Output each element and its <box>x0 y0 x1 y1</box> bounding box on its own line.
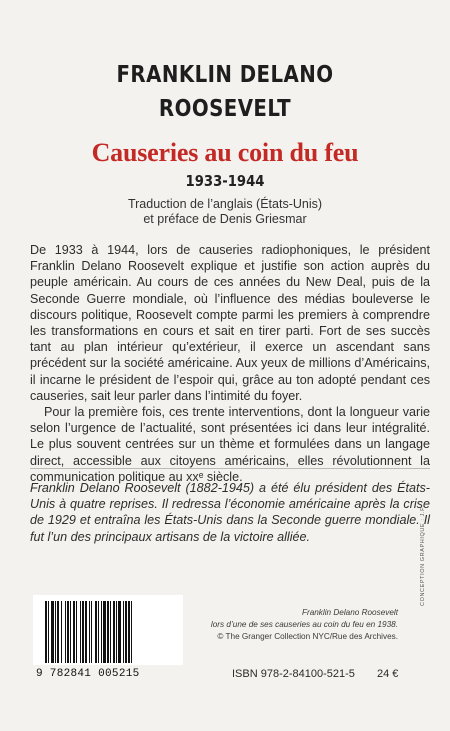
barcode-bar <box>45 601 47 663</box>
barcode-bar <box>116 601 117 663</box>
barcode-bar <box>98 601 99 663</box>
author-name-line2: ROOSEVELT <box>158 96 292 122</box>
barcode-bar <box>89 601 90 663</box>
barcode-bar <box>113 601 115 663</box>
barcode-bar <box>82 601 84 663</box>
book-years: 1933-1944 <box>185 172 265 190</box>
translation-line1: Traduction de l’anglais (États-Unis) <box>127 197 323 211</box>
barcode-bar <box>95 601 97 663</box>
barcode-bar <box>128 601 130 663</box>
separator-rule <box>30 468 430 469</box>
barcode-bar <box>55 601 56 663</box>
barcode-bar <box>76 601 77 663</box>
summary-paragraph-1: De 1933 à 1944, lors de causeries radiophoniques, le président Franklin Delano Roosevelt explique et justifie son action auprès du peuple américain. Au cours de ces années du New Deal, puis de la Seconde Guerre mondiale, où l’influence des médias bouleverse le discours politique, Roosevelt compte parmi les premiers à comprendre les transformations en cours et sait en tirer parti. Fort de ses succès tant au plan intérieur qu’extérieur, il exerce un ascendant sans précédent sur la société américaine. Aux yeux de millions d’Américains, il incarne le président de l’espoir qui, grâce au ton adopté pendant ces causeries, sait leur parler dans l’intimité du foyer. <box>30 243 430 403</box>
photo-credit-line2: lors d’une de ses causeries au coin du feu en 1938. <box>210 620 398 629</box>
translation-credit <box>0 197 450 227</box>
design-credit-vertical: CONCEPTION GRAPHIQUE : J.F. <box>420 505 426 606</box>
barcode-bar <box>85 601 87 663</box>
summary-paragraph-2: Pour la première fois, ces trente interventions, dont la longueur varie selon l’urgence de l’actualité, sont présentées ici dans leur intégralité. Le plus souvent centrées sur un thème et formulées dans un langage direct, accessible aux citoyens américains, elles révolutionnent la communication politique au xxᵉ siècle. <box>30 405 430 484</box>
barcode-bar <box>51 601 54 663</box>
barcode-bar <box>91 601 92 663</box>
photo-credit-line1: Franklin Delano Roosevelt <box>301 608 398 617</box>
author-name-line1: FRANKLIN DELANO <box>116 62 334 88</box>
barcode-bar <box>61 601 62 663</box>
barcode-digits: 9 782841 005215 <box>36 668 140 680</box>
barcode-bar <box>70 601 71 663</box>
photo-credit-line3: © The Granger Collection NYC/Rue des Archives. <box>217 632 398 641</box>
isbn-number: ISBN 978-2-84100-521-5 <box>232 668 355 680</box>
barcode-bar <box>101 601 102 663</box>
summary-text <box>30 242 430 485</box>
barcode-bar <box>65 601 66 663</box>
barcode-bar <box>107 601 109 663</box>
barcode-bars <box>45 601 173 663</box>
price: 24 € <box>377 668 399 680</box>
translation-line2: et préface de Denis Griesmar <box>143 212 307 226</box>
barcode-bar <box>103 601 106 663</box>
barcode-bar <box>125 601 127 663</box>
barcode-bar <box>67 601 69 663</box>
barcode-bar <box>131 601 132 663</box>
barcode <box>33 595 183 665</box>
barcode-bar <box>80 601 81 663</box>
barcode-bar <box>123 601 124 663</box>
barcode-bar <box>118 601 121 663</box>
barcode-bar <box>48 601 49 663</box>
barcode-bar <box>57 601 59 663</box>
barcode-bar <box>110 601 111 663</box>
author-bio: Franklin Delano Roosevelt (1882-1945) a été élu président des États-Unis à quatre reprises. Il redressa l’économie américaine après la crise de 1929 et entraîna les États-Unis dans la Seconde guerre mondiale. Il fut l’un des principaux artisans de la victoire alliée. <box>30 481 430 544</box>
book-title: Causeries au coin du feu <box>91 138 359 167</box>
barcode-bar <box>73 601 75 663</box>
